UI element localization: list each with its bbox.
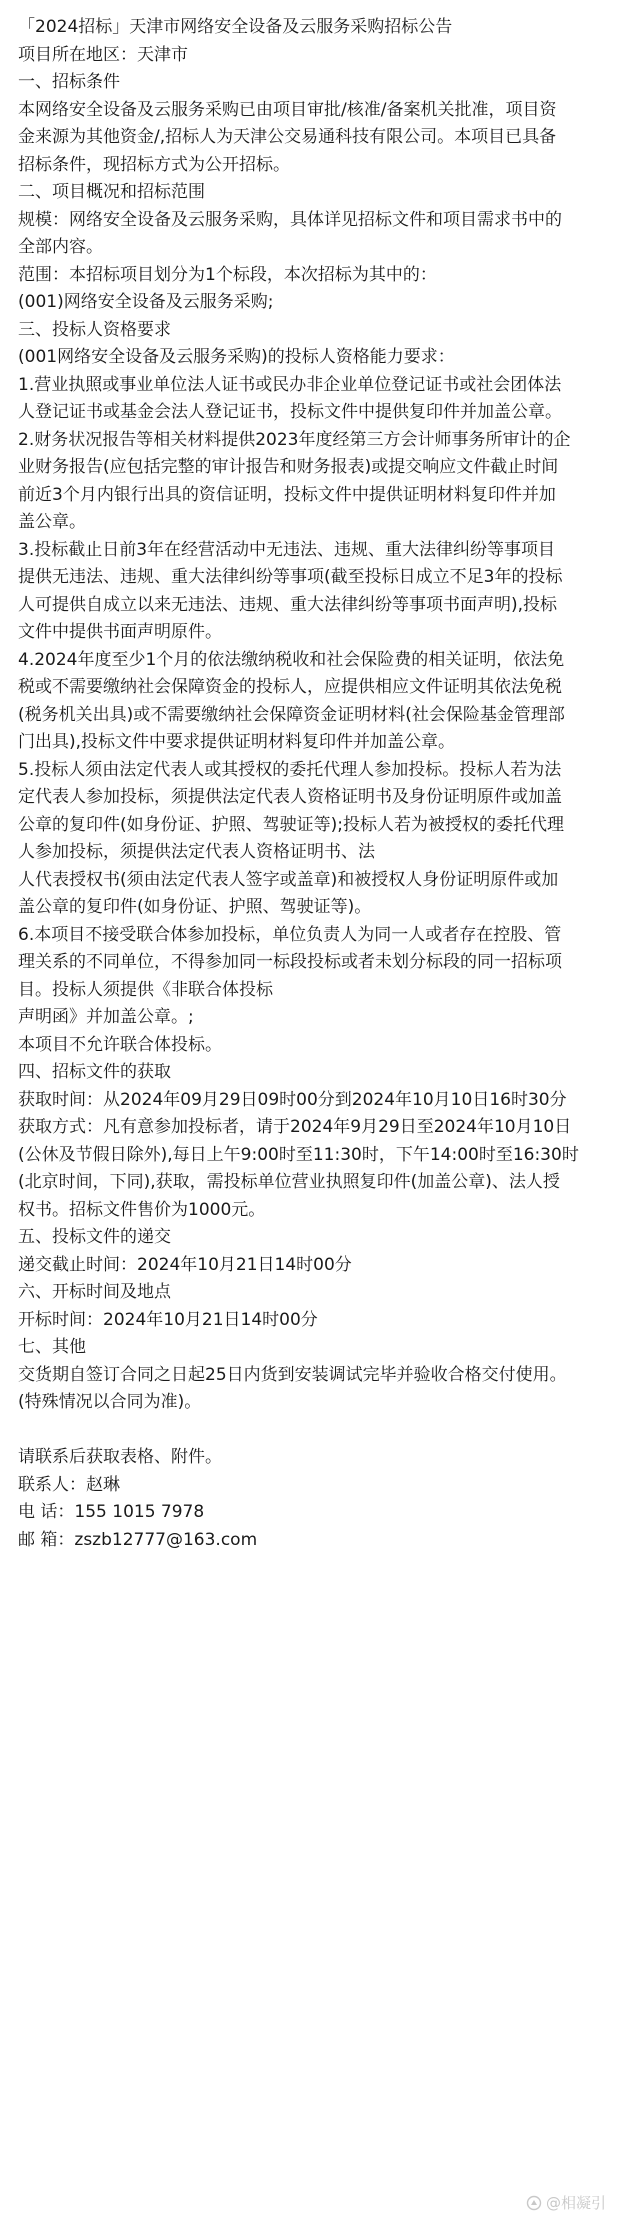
text-line: 4.2024年度至少1个月的依法缴纳税收和社会保险费的相关证明，依法免 bbox=[18, 649, 565, 670]
text-line: 四、招标文件的获取 bbox=[18, 1062, 171, 1082]
announcement-body bbox=[18, 14, 602, 1554]
text-line: 公章的复印件(如身份证、护照、驾驶证等);投标人若为被授权的委托代理 bbox=[18, 814, 564, 835]
text-line: 目。投标人须提供《非联合体投标 bbox=[18, 979, 273, 1000]
text-line: 规模：网络安全设备及云服务采购，具体详见招标文件和项目需求书中的 bbox=[18, 209, 562, 230]
text-line: 请联系后获取表格、附件。 bbox=[18, 1447, 222, 1467]
text-line: 门出具),投标文件中要求提供证明材料复印件并加盖公章。 bbox=[18, 732, 456, 752]
text-line: 本网络安全设备及云服务采购已由项目审批/核准/备案机关批准，项目资 bbox=[18, 99, 557, 120]
text-line: 人登记证书或基金会法人登记证书，投标文件中提供复印件并加盖公章。 bbox=[18, 402, 562, 422]
text-line: 税或不需要缴纳社会保障资金的投标人，应提供相应文件证明其依法免税 bbox=[18, 677, 562, 697]
text-line: (北京时间，下同),获取，需投标单位营业执照复印件(加盖公章)、法人授 bbox=[18, 1172, 560, 1192]
text-line: 2.财务状况报告等相关材料提供2023年度经第三方会计师事务所审计的企 bbox=[18, 429, 571, 450]
text-line: (公休及节假日除外),每日上午9:00时至11:30时，下午14:00时至16:30时 bbox=[18, 1144, 579, 1165]
text-line: 获取方式：凡有意参加投标者，请于2024年9月29日至2024年10月10日 bbox=[18, 1117, 572, 1137]
text-line: 范围：本招标项目划分为1个标段，本次招标为其中的： bbox=[18, 264, 437, 285]
text-line: 业财务报告(应包括完整的审计报告和财务报表)或提交响应文件截止时间 bbox=[18, 457, 559, 477]
text-line: 本项目不允许联合体投标。 bbox=[18, 1034, 222, 1055]
text-line: 获取时间：从2024年09月29日09时00分到2024年10月10日16时30分 bbox=[18, 1089, 567, 1110]
text-line: 交货期自签订合同之日起25日内货到安装调试完毕并验收合格交付使用。 bbox=[18, 1364, 567, 1385]
text-line: 「2024招标」天津市网络安全设备及云服务采购招标公告 bbox=[18, 17, 453, 37]
text-line: 邮 箱：zszb12777@163.com bbox=[18, 1529, 258, 1550]
text-line: 金来源为其他资金/,招标人为天津公交易通科技有限公司。本项目已具备 bbox=[18, 127, 557, 147]
text-line: 盖公章。 bbox=[18, 512, 86, 532]
text-line: 七、其他 bbox=[18, 1337, 86, 1357]
text-line: 权书。招标文件售价为1000元。 bbox=[18, 1199, 266, 1220]
text-line: 5.投标人须由法定代表人或其授权的委托代理人参加投标。投标人若为法 bbox=[18, 759, 562, 780]
watermark-logo-icon bbox=[526, 2195, 542, 2211]
text-line: 六、开标时间及地点 bbox=[18, 1282, 171, 1302]
text-line: (税务机关出具)或不需要缴纳社会保障资金证明材料(社会保险基金管理部 bbox=[18, 704, 565, 725]
text-line: 开标时间：2024年10月21日14时00分 bbox=[18, 1309, 318, 1330]
blank-line bbox=[18, 1417, 602, 1445]
text-line: 五、投标文件的递交 bbox=[18, 1227, 171, 1247]
watermark bbox=[526, 2192, 606, 2213]
text-line: 文件中提供书面声明原件。 bbox=[18, 622, 222, 642]
text-line: 一、招标条件 bbox=[18, 72, 120, 92]
text-line: (001)网络安全设备及云服务采购; bbox=[18, 292, 274, 312]
text-line: 6.本项目不接受联合体参加投标，单位负责人为同一人或者存在控股、管 bbox=[18, 924, 562, 945]
text-line: 项目所在地区：天津市 bbox=[18, 44, 188, 65]
text-line: 盖公章的复印件(如身份证、护照、驾驶证等)。 bbox=[18, 897, 372, 917]
text-line: (001网络安全设备及云服务采购)的投标人资格能力要求： bbox=[18, 347, 455, 367]
watermark-text: @相凝引 bbox=[545, 2194, 606, 2212]
text-line: 招标条件，现招标方式为公开招标。 bbox=[18, 154, 290, 175]
text-line: 二、项目概况和招标范围 bbox=[18, 182, 205, 202]
text-line: 提供无违法、违规、重大法律纠纷等事项(截至投标日成立不足3年的投标 bbox=[18, 567, 563, 587]
text-line: 3.投标截止日前3年在经营活动中无违法、违规、重大法律纠纷等事项目 bbox=[18, 539, 556, 560]
text-line: 1.营业执照或事业单位法人证书或民办非企业单位登记证书或社会团体法 bbox=[18, 374, 562, 395]
text-line: 声明函》并加盖公章。; bbox=[18, 1007, 194, 1027]
text-line: 人代表授权书(须由法定代表人签字或盖章)和被授权人身份证明原件或加 bbox=[18, 869, 559, 890]
text-line: 全部内容。 bbox=[18, 237, 103, 257]
text-line: 理关系的不同单位，不得参加同一标段投标或者未划分标段的同一招标项 bbox=[18, 952, 562, 972]
text-line: 三、投标人资格要求 bbox=[18, 319, 171, 340]
text-line: 递交截止时间：2024年10月21日14时00分 bbox=[18, 1254, 352, 1275]
text-line: 前近3个月内银行出具的资信证明，投标文件中提供证明材料复印件并加 bbox=[18, 484, 556, 505]
text-line: 电 话：155 1015 7978 bbox=[18, 1502, 205, 1522]
text-line: 人参加投标，须提供法定代表人资格证明书、法 bbox=[18, 842, 375, 862]
text-line: 人可提供自成立以来无违法、违规、重大法律纠纷等事项书面声明),投标 bbox=[18, 594, 558, 615]
text-line: 联系人：赵琳 bbox=[18, 1474, 120, 1495]
text-line: 定代表人参加投标，须提供法定代表人资格证明书及身份证明原件或加盖 bbox=[18, 787, 562, 807]
text-line: (特殊情况以合同为准)。 bbox=[18, 1392, 202, 1412]
